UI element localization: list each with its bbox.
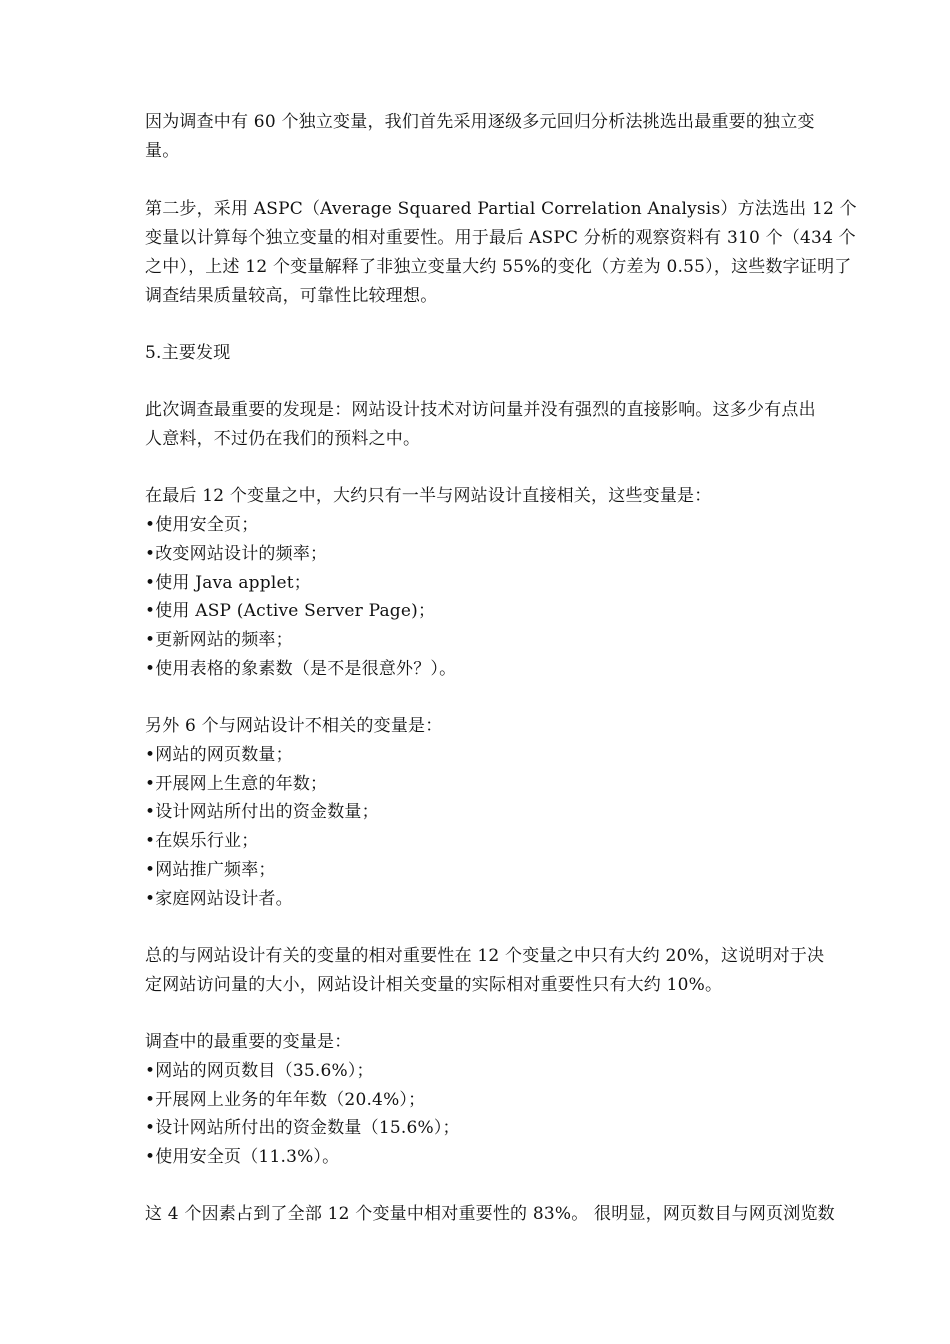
list-intro: 在最后 12 个变量之中，大约只有一半与网站设计直接相关，这些变量是： [145,486,712,506]
list-item: •使用安全页（11.3%）。 [145,1147,340,1167]
paragraph-line: 总的与网站设计有关的变量的相对重要性在 12 个变量之中只有大约 20%，这说明对于决 [145,946,825,966]
paragraph-line: 变量以计算每个独立变量的相对重要性。用于最后 ASPC 分析的观察资料有 310 个（434 个 [145,228,856,248]
paragraph-line: 定网站访问量的大小，网站设计相关变量的实际相对重要性只有大约 10%。 [145,975,723,995]
list-item: •开展网上生意的年数； [145,774,328,794]
list-item: •使用 Java applet； [145,573,311,593]
list-intro: 另外 6 个与网站设计不相关的变量是： [145,716,443,736]
paragraph-line: 人意料，不过仍在我们的预料之中。 [145,429,421,449]
list-item: •更新网站的频率； [145,630,293,650]
list-item: •网站的网页数目（35.6%）； [145,1061,374,1081]
paragraph-line: 之中），上述 12 个变量解释了非独立变量大约 55%的变化（方差为 0.55），这些数字证明了 [145,257,852,277]
paragraph-line: 调查结果质量较高，可靠性比较理想。 [145,286,438,306]
list-item: •使用 ASP (Active Server Page)； [145,601,436,621]
list-item: •网站推广频率； [145,860,276,880]
list-item: •在娱乐行业； [145,831,259,851]
list-intro: 调查中的最重要的变量是： [145,1032,352,1052]
paragraph-line: 第二步，采用 ASPC（Average Squared Partial Correlation Analysis）方法选出 12 个 [145,199,857,219]
list-item: •设计网站所付出的资金数量（15.6%）； [145,1118,460,1138]
list-item: •设计网站所付出的资金数量； [145,802,379,822]
paragraph-line: 量。 [145,141,180,161]
list-item: •改变网站设计的频率； [145,544,328,564]
section-heading: 5.主要发现 [145,343,231,363]
list-item: •网站的网页数量； [145,745,293,765]
list-item: •家庭网站设计者。 [145,889,293,909]
paragraph-line: 这 4 个因素占到了全部 12 个变量中相对重要性的 83%。 很明显，网页数目与网页浏览数 [145,1204,835,1224]
list-item: •使用表格的象素数（是不是很意外？）。 [145,659,457,679]
paragraph-line: 因为调查中有 60 个独立变量，我们首先采用逐级多元回归分析法挑选出最重要的独立变 [145,112,815,132]
list-item: •使用安全页； [145,515,259,535]
list-item: •开展网上业务的年年数（20.4%）； [145,1090,426,1110]
paragraph-line: 此次调查最重要的发现是：网站设计技术对访问量并没有强烈的直接影响。这多少有点出 [145,400,816,420]
